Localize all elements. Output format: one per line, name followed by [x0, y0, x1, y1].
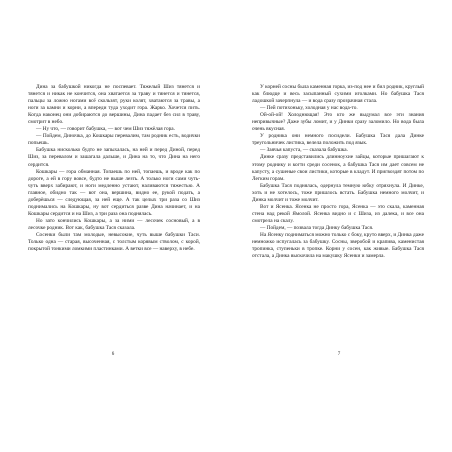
- paragraph: Бабушка Тася поднялась, одернула темную юбку отряхнула. И Динке, хоть и не хотелось, тоже пришлось встать. Бабушка немного молчит, и Динка молчит и тоже молчит.: [252, 182, 424, 203]
- left-page-text: [28, 84, 200, 253]
- page-number: 6: [111, 352, 115, 357]
- paragraph: Динке сразу представились длинноухие зайцы, которые пришагают к этому роднику и когти среди сосенок, а бабушка Тася им дает совсем не капусту, а сушеные свои листики, которые в кладут. И пригвоздят потом по Легким горам.: [252, 154, 424, 182]
- paragraph: — Пойдем, — позвала тогда Динку бабушка Тася.: [260, 224, 374, 231]
- paragraph: Сосенки были там молодые, невысокие, чуть выше бабушки Таси. Только одна — старая, высоченная, с толстым корявым стволом, с корой, покрытой тонкими ломкими пластинками. А ветки все — наверху, в небе.: [28, 231, 200, 253]
- paragraph: Ой-ой-ой! Холоднющая! Это кто же выдумал все эти знания непривычные? Даже зубы ломит, и у Динки сразу заломило. Но вода была очень вкусная.: [252, 112, 424, 133]
- paragraph: — Пей потихоньку, холодная у нас вода-то.: [260, 105, 358, 112]
- paragraph: — Пойдем, Диночка, до Кошкары перевалим, там родник есть, водички попьешь.: [28, 133, 200, 147]
- paragraph: У корней сосны была каменная горка, из-под нее и бил родник, круглый как блюдце и весь засыпанный сухими иголками. Но бабушка Тася ладошкой зачерпнула — и вода сразу прозрачная стала.: [252, 84, 424, 105]
- paragraph: Вот и Ясенка. Ясенка не просто гора, Ясенка — это скала, каменная стена над рекой Ямолой. Ясенка видно и с Шиза, из далека, и все она смотрела на скалу.: [252, 203, 424, 224]
- paragraph: — Заячья капуста, — сказала бабушка.: [260, 147, 348, 154]
- paragraph: Дина за бабушкой никогда не поспевает. Тяжелый Шиз тянется и тянется и никак не кончится, она хватается за траву и тянется и тянется, пальцы за ложно ногами всё скользят, руки колят, хватаются за травы, а ноги за камни и корни, а впереди туда уходит гора. Жарко. Хочется пить. Когда наконец они добираются до вершины, Дина падает без сил в траву, смотрит в небо.: [28, 84, 200, 126]
- paragraph: Но зато кончились Кошкары, а за ними — лесочек сосновый, а в лесочке родник. Вот как, бабушка Тася сказала.: [28, 217, 200, 231]
- paragraph: — Ну что, — говорит бабушка, — вот чем Шиз тяжёлая гора.: [36, 126, 175, 133]
- paragraph: На Ясенку подниматься можно только с боку, круто вверх, и Динка даже немножко испугалась за бабушку. Сосны, зверобой и крапива, каменистая тропинка, ступеньки в тропке. Корни у сосен, как живые. Бабушка Тася отстала, а Динка выскочила на макушку Ясенки и замерла.: [252, 231, 424, 260]
- right-page-text: [252, 84, 424, 260]
- paragraph: У родника они немного посидели. Бабушка Тася дала Динке треугольничек листика, велела положить под язык.: [252, 133, 424, 147]
- paragraph: Бабушка нисколько будто не запыхалась, на ней и перед Диной, перед Шиз, за перевалом и зашагала дальше, и Дина на то, что Дина на него сердится.: [28, 147, 200, 168]
- page-number: 7: [337, 352, 341, 357]
- right-page: [226, 0, 452, 452]
- paragraph: Кошкары — гора обманная. Топаешь по ней, топаешь, и вроде как по дороге, а ей в гору вовсе, будто не выше лезть. А только ноги сами чуть-чуть вверх забирают, и ноги медленно устают, наливаются тяжестью. А главное, обидно так — вот она, вершина, видно ее, рукой подать, а доберёшься — следующая, за ней еще. А так целых три раза со Шиз поднимались на Кошкары, ну вот сердиться разве Дина начинает, и на Кошкары сердится и на Шиз, а три раза она поднялась.: [28, 168, 200, 217]
